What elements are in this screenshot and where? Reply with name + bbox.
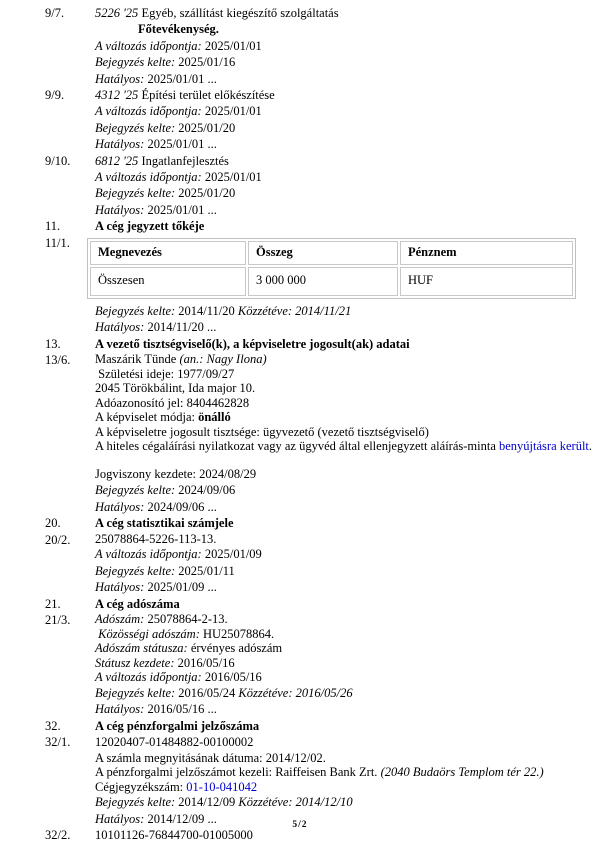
entry-number: 32. <box>45 718 61 733</box>
registry-entry <box>45 218 590 234</box>
entry-line <box>95 579 590 595</box>
value-text: 2025/01/20 <box>175 120 236 135</box>
value-text: Építési terület előkészítése <box>138 88 275 103</box>
value-text: 12020407-01484882-00100002 <box>95 735 254 750</box>
label-text: Státusz kezdete: <box>95 655 175 670</box>
registry-entry <box>45 5 590 87</box>
entry-content <box>95 235 590 336</box>
label-text: Bejegyzés kelte: <box>95 303 176 318</box>
entry-line <box>95 202 590 218</box>
bold-text: A cég adószáma <box>95 596 180 611</box>
entry-number: 32/1. <box>45 735 71 750</box>
label-text: A változás időpontja: <box>95 547 202 562</box>
value-text: Jogviszony kezdete: 2024/08/29 <box>95 467 257 482</box>
table-header-cell: Megnevezés <box>90 241 246 265</box>
value-text: 2016/05/24 <box>175 685 239 700</box>
label-text: (an.: Nagy Ilona) <box>179 351 267 366</box>
entry-line <box>95 336 590 352</box>
value-text: 2024/09/06 ... <box>144 499 217 514</box>
entry-line <box>95 734 590 750</box>
value-text: A képviselet módja: <box>95 410 199 425</box>
label-text: (2040 Budaörs Templom tér 22.) <box>380 765 544 780</box>
value-text: Ingatlanfejlesztés <box>138 153 229 168</box>
label-text: Bejegyzés kelte: <box>95 120 176 135</box>
entry-line <box>95 701 590 717</box>
value-text: 25078864-2-13. <box>144 611 228 626</box>
entry-line <box>95 71 590 87</box>
label-text: A változás időpontja: <box>95 670 202 685</box>
entry-number: 13. <box>45 336 61 351</box>
registry-entry <box>45 235 590 336</box>
value-text: Maszárik Tünde <box>95 351 180 366</box>
value-text: 2025/01/20 <box>175 186 236 201</box>
entry-line <box>95 352 590 367</box>
entry-line <box>95 54 590 70</box>
entry-line <box>95 410 590 425</box>
value-text: A számla megnyitásának dátuma: 2014/12/02. <box>95 750 326 765</box>
label-text: Adószám státusza: <box>95 641 188 656</box>
label-text: Közzétéve: 2014/11/21 <box>237 303 352 318</box>
label-text: Bejegyzés kelte: <box>95 483 176 498</box>
label-text: Közösségi adószám: <box>95 626 200 641</box>
value-text: 25078864-5226-113-13. <box>95 531 217 546</box>
table-header-cell: Összeg <box>248 241 398 265</box>
value-text: 2025/01/01 <box>201 104 262 119</box>
value-text: 2025/01/01 <box>201 170 262 185</box>
entry-line <box>95 169 590 185</box>
page-number: 5/2 <box>292 820 308 830</box>
entry-line <box>95 87 590 103</box>
entry-line <box>95 120 590 136</box>
entry-line <box>95 499 590 515</box>
entry-line <box>95 136 590 152</box>
value-text: 2025/01/09 <box>201 547 262 562</box>
entry-content <box>95 153 590 219</box>
table-row <box>90 267 573 296</box>
value-text: 2025/01/01 ... <box>144 71 217 86</box>
entry-line <box>95 21 590 37</box>
entry-number: 20. <box>45 516 61 531</box>
entry-content <box>95 596 590 612</box>
entry-line <box>95 425 590 440</box>
registry-entry <box>45 532 590 596</box>
entry-content <box>95 515 590 531</box>
label-text: A változás időpontja: <box>95 104 202 119</box>
label-text: Bejegyzés kelte: <box>95 186 176 201</box>
entry-number: 9/7. <box>45 6 65 20</box>
label-text: Bejegyzés kelte: <box>95 55 176 70</box>
entry-line <box>95 794 590 810</box>
value-text: 2025/01/11 <box>175 563 235 578</box>
label-text: Hatályos: <box>95 702 145 717</box>
label-text: Bejegyzés kelte: <box>95 563 176 578</box>
entry-number: 32/2. <box>45 828 71 843</box>
table-cell: 3 000 000 <box>248 267 398 296</box>
registry-entry <box>45 718 590 734</box>
entry-line <box>95 185 590 201</box>
table-cell: HUF <box>400 267 573 296</box>
entry-number: 21/3. <box>45 612 71 627</box>
label-text: A változás időpontja: <box>95 170 202 185</box>
table-header-row <box>90 241 573 265</box>
entry-line <box>95 482 590 498</box>
entry-line <box>95 546 590 562</box>
entry-number: 11/1. <box>45 235 70 250</box>
entry-line <box>95 751 590 766</box>
entry-line <box>95 780 590 795</box>
entry-line <box>95 515 590 531</box>
label-text: Adószám: <box>95 611 145 626</box>
label-text: 4312 '25 <box>95 88 139 103</box>
registry-entry <box>45 87 590 153</box>
entry-line <box>95 439 593 454</box>
entry-line <box>95 596 590 612</box>
table-header-cell: Pénznem <box>400 241 573 265</box>
entry-line <box>95 218 590 234</box>
entry-content <box>95 87 590 153</box>
bold-text: önálló <box>198 410 231 425</box>
value-text: 10101126-76844700-01005000 <box>95 828 253 843</box>
entry-line <box>95 5 590 21</box>
entry-line <box>95 466 590 482</box>
label-text: A változás időpontja: <box>95 38 202 53</box>
entry-content <box>95 351 593 515</box>
value-text: . <box>588 439 593 454</box>
table-cell: Összesen <box>90 267 246 296</box>
label-text: Hatályos: <box>95 320 145 335</box>
bold-text: A cég pénzforgalmi jelzőszáma <box>95 718 260 733</box>
label-text: 5226 '25 <box>95 6 139 20</box>
value-text: 2025/01/09 ... <box>144 580 217 595</box>
value-text: A hiteles cégaláírási nyilatkozat vagy az ügyvéd által ellenjegyzett aláírás-minta <box>95 439 499 454</box>
entry-content <box>95 218 590 234</box>
bold-text: A cég statisztikai számjele <box>95 516 234 531</box>
entry-number: 9/9. <box>45 88 65 103</box>
label-text: 6812 '25 <box>95 153 139 168</box>
value-text: Cégjegyzékszám: <box>95 779 187 794</box>
bold-text: A cég jegyzett tőkéje <box>95 219 205 234</box>
value-text: HU25078864. <box>199 626 275 641</box>
entry-line <box>95 381 590 396</box>
entry-line <box>95 103 590 119</box>
registry-entry <box>45 515 590 531</box>
entry-line <box>95 38 590 54</box>
entry-number: 21. <box>45 596 61 611</box>
entry-number: 13/6. <box>45 352 71 367</box>
value-text: 2016/05/16 <box>201 670 262 685</box>
label-text: Hatályos: <box>95 71 145 86</box>
value-text: 2025/01/01 ... <box>144 137 217 152</box>
registry-entry <box>45 734 590 827</box>
label-text: Hatályos: <box>95 137 145 152</box>
value-text: 2016/05/16 ... <box>144 702 217 717</box>
value-text: 2025/01/01 ... <box>144 202 217 217</box>
entry-content <box>95 532 590 596</box>
entry-content <box>95 336 590 352</box>
value-text: 2045 Törökbálint, Ida major 10. <box>95 381 256 396</box>
entry-line <box>95 627 590 642</box>
entry-line <box>95 765 590 780</box>
entry-line <box>95 367 590 382</box>
value-text: 2025/01/16 <box>175 55 236 70</box>
registry-entry <box>45 351 593 515</box>
value-text: érvényes adószám <box>187 641 283 656</box>
registry-entry <box>45 612 590 718</box>
entry-content <box>95 734 590 827</box>
value-text: Adóazonosító jel: 8404462828 <box>95 395 250 410</box>
label-text: Hatályos: <box>95 202 145 217</box>
entry-number: 11. <box>45 219 61 234</box>
value-text: 2016/05/16 <box>174 655 235 670</box>
label-text: Hatályos: <box>95 580 145 595</box>
registry-entry <box>45 153 590 219</box>
entry-line <box>95 612 590 627</box>
bank-registry-number-link[interactable]: 01-10-041042 <box>186 779 258 794</box>
label-text: Bejegyzés kelte: <box>95 795 176 810</box>
entry-line <box>95 656 590 671</box>
label-text: Közzétéve: 2014/12/10 <box>238 795 353 810</box>
value-text: 2014/12/09 ... <box>144 811 217 826</box>
label-text: Hatályos: <box>95 811 145 826</box>
entry-content <box>95 718 590 734</box>
label-text: Hatályos: <box>95 499 145 514</box>
entry-line <box>95 718 590 734</box>
bold-text: Főtevékenység. <box>138 22 219 37</box>
value-text: 2014/12/09 <box>175 795 239 810</box>
entry-line <box>95 153 590 169</box>
registry-entry <box>45 596 590 612</box>
value-text: 2014/11/20 ... <box>144 320 217 335</box>
entry-line <box>95 319 590 335</box>
entry-number: 20/2. <box>45 532 71 547</box>
label-text: Közzétéve: 2016/05/26 <box>238 685 353 700</box>
entry-number: 9/10. <box>45 153 71 168</box>
value-text: A képviseletre jogosult tisztsége: ügyvezető (vezető tisztségviselő) <box>95 424 429 439</box>
entry-line <box>95 670 590 685</box>
value-text: 2024/09/06 <box>175 483 236 498</box>
label-text: Bejegyzés kelte: <box>95 685 176 700</box>
entry-line <box>95 303 590 319</box>
bold-text: A vezető tisztségviselő(k), a képviseletre jogosult(ak) adatai <box>95 336 410 351</box>
value-text: A pénzforgalmi jelzőszámot kezeli: Raiffeisen Bank Zrt. <box>95 765 381 780</box>
value-text: 2014/11/20 <box>175 303 238 318</box>
value-text: Születési ideje: 1977/09/27 <box>95 366 235 381</box>
entry-line <box>95 685 590 701</box>
entry-content <box>95 612 590 718</box>
entry-line <box>95 532 590 547</box>
value-text: 2025/01/01 <box>201 38 262 53</box>
entry-content <box>95 5 590 87</box>
signature-specimen-link[interactable]: benyújtásra került <box>499 439 589 454</box>
registry-entry <box>45 336 590 352</box>
blank-line <box>95 454 590 466</box>
value-text: Egyéb, szállítást kiegészítő szolgáltatás <box>138 6 339 20</box>
capital-table <box>87 238 576 299</box>
entry-line <box>95 641 590 656</box>
entry-line <box>95 563 590 579</box>
entry-line <box>95 396 590 411</box>
